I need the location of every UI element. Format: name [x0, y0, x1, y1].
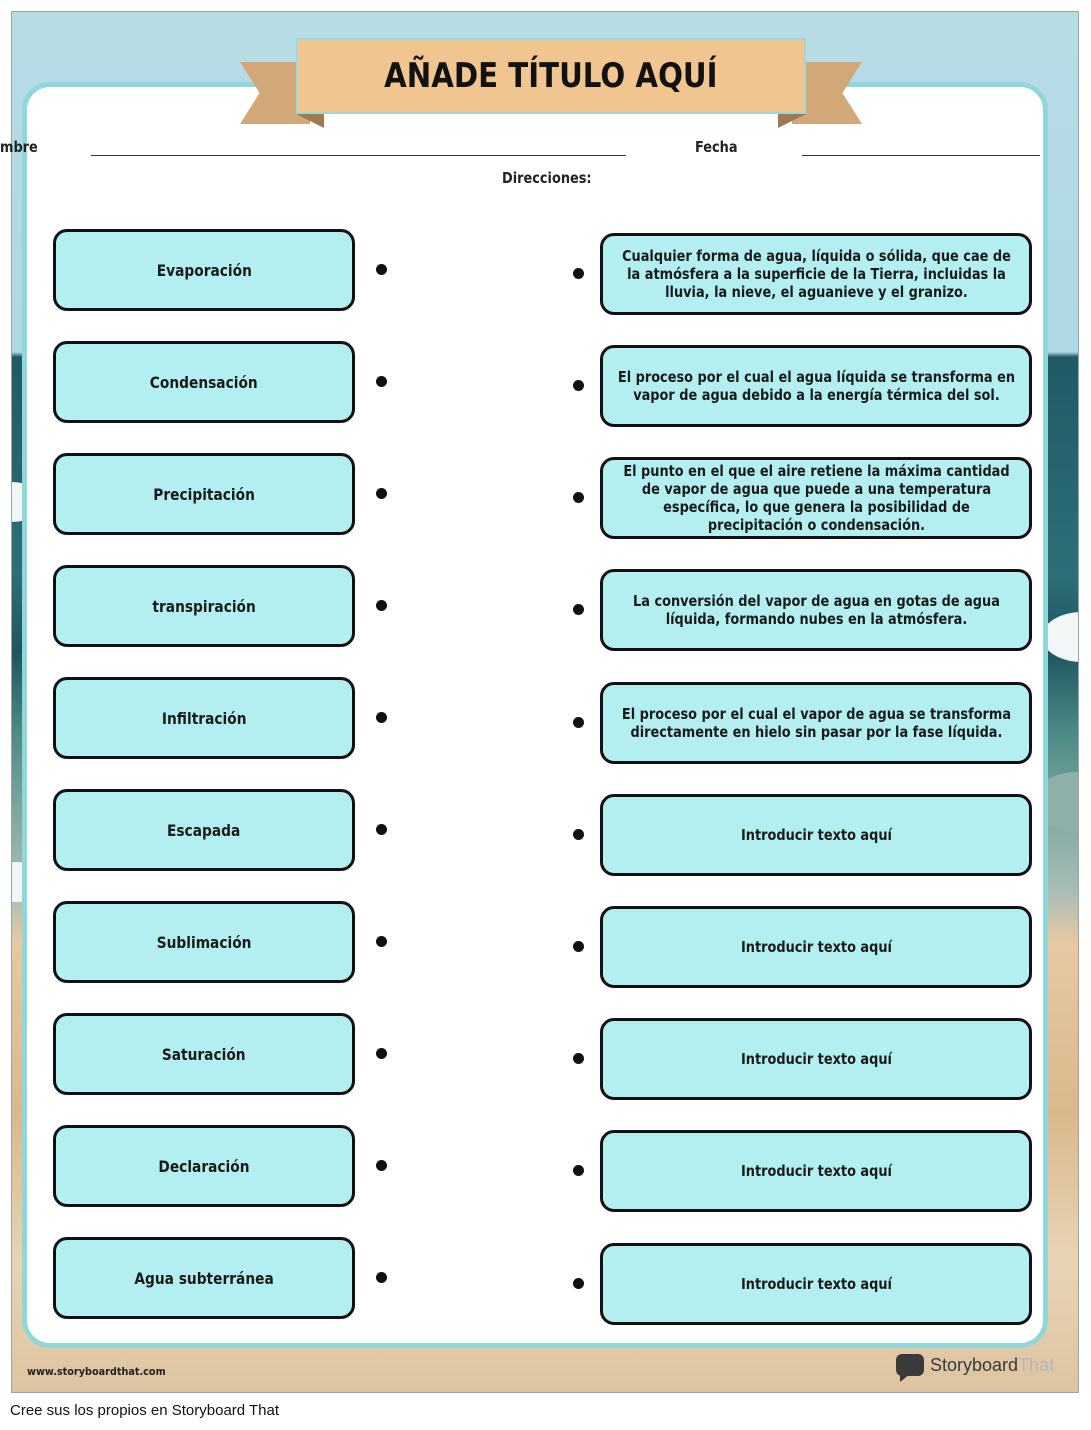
definition-text: La conversión del vapor de agua en gotas de agua líquida, formando nubes en la atmósfera. — [632, 592, 1000, 628]
term-label: Saturación — [162, 1044, 246, 1064]
definition-box[interactable] — [600, 233, 1032, 315]
match-dot-right[interactable] — [573, 492, 584, 503]
match-dot-left[interactable] — [376, 824, 387, 835]
definition-text: Cualquier forma de agua, líquida o sólida, que cae de la atmósfera a la superficie de la Tierra, incluidas la lluvia, la nieve, el aguanieve y el granizo. — [621, 247, 1011, 301]
term-label: Evaporación — [156, 260, 252, 280]
logo-text-that: That — [1018, 1354, 1055, 1375]
match-dot-right[interactable] — [573, 1165, 584, 1176]
definition-text: Introducir texto aquí — [740, 826, 892, 844]
title-banner[interactable] — [296, 38, 806, 114]
page-title: AÑADE TÍTULO AQUÍ — [384, 56, 718, 96]
definition-text: Introducir texto aquí — [740, 1050, 892, 1068]
date-label: Fecha — [695, 138, 738, 156]
match-dot-left[interactable] — [376, 712, 387, 723]
match-dot-left[interactable] — [376, 1160, 387, 1171]
term-box[interactable] — [53, 1237, 355, 1319]
definition-box[interactable] — [600, 906, 1032, 988]
term-box[interactable] — [53, 789, 355, 871]
match-dot-right[interactable] — [573, 941, 584, 952]
match-dot-right[interactable] — [573, 380, 584, 391]
name-field-line[interactable] — [91, 155, 626, 156]
term-label: Condensación — [150, 372, 258, 392]
match-dot-right[interactable] — [573, 1278, 584, 1289]
definition-text: Introducir texto aquí — [740, 938, 892, 956]
definition-box[interactable] — [600, 1018, 1032, 1100]
definition-box[interactable] — [600, 1130, 1032, 1212]
definition-box[interactable] — [600, 345, 1032, 427]
definition-box[interactable] — [600, 1243, 1032, 1325]
term-box[interactable] — [53, 229, 355, 311]
term-label: Sublimación — [156, 932, 252, 952]
term-label: Declaración — [158, 1156, 250, 1176]
definition-box[interactable] — [600, 682, 1032, 764]
match-dot-right[interactable] — [573, 717, 584, 728]
match-dot-left[interactable] — [376, 488, 387, 499]
footer-url[interactable]: www.storyboardthat.com — [27, 1365, 166, 1378]
name-label: mbre — [0, 138, 38, 156]
match-dot-left[interactable] — [376, 264, 387, 275]
definition-text: El proceso por el cual el vapor de agua se transforma directamente en hielo sin pasar por la fase líquida. — [621, 705, 1011, 741]
match-dot-left[interactable] — [376, 1272, 387, 1283]
directions-label: Direcciones: — [502, 169, 592, 187]
definition-text: Introducir texto aquí — [740, 1162, 892, 1180]
definition-box[interactable] — [600, 794, 1032, 876]
match-dot-left[interactable] — [376, 936, 387, 947]
term-box[interactable] — [53, 453, 355, 535]
term-label: Agua subterránea — [134, 1268, 274, 1288]
term-box[interactable] — [53, 565, 355, 647]
match-dot-right[interactable] — [573, 1053, 584, 1064]
match-dot-left[interactable] — [376, 1048, 387, 1059]
definition-text: El punto en el que el aire retiene la máxima cantidad de vapor de agua que puede a una temperatura específica, lo que genera la posibilidad de precipitación o condensación. — [622, 462, 1010, 534]
match-dot-left[interactable] — [376, 600, 387, 611]
definition-text: Introducir texto aquí — [740, 1275, 892, 1293]
match-dot-right[interactable] — [573, 829, 584, 840]
match-dot-left[interactable] — [376, 376, 387, 387]
match-dot-right[interactable] — [573, 268, 584, 279]
term-box[interactable] — [53, 901, 355, 983]
storyboardthat-logo[interactable] — [896, 1354, 1054, 1376]
term-label: transpiración — [152, 596, 256, 616]
term-box[interactable] — [53, 341, 355, 423]
definition-box[interactable] — [600, 569, 1032, 651]
term-label: Escapada — [167, 820, 241, 840]
definition-text: El proceso por el cual el agua líquida se transforma en vapor de agua debido a la energía térmica del sol. — [617, 368, 1015, 404]
term-box[interactable] — [53, 677, 355, 759]
term-box[interactable] — [53, 1125, 355, 1207]
match-dot-right[interactable] — [573, 604, 584, 615]
logo-text-storyboard: Storyboard — [930, 1354, 1019, 1375]
term-box[interactable] — [53, 1013, 355, 1095]
term-label: Infiltración — [161, 708, 247, 728]
term-label: Precipitación — [153, 484, 255, 504]
footer-caption: Cree sus los propios en Storyboard That — [10, 1402, 280, 1419]
speech-bubble-icon — [896, 1354, 924, 1376]
date-field-line[interactable] — [802, 155, 1040, 156]
definition-box[interactable] — [600, 457, 1032, 539]
